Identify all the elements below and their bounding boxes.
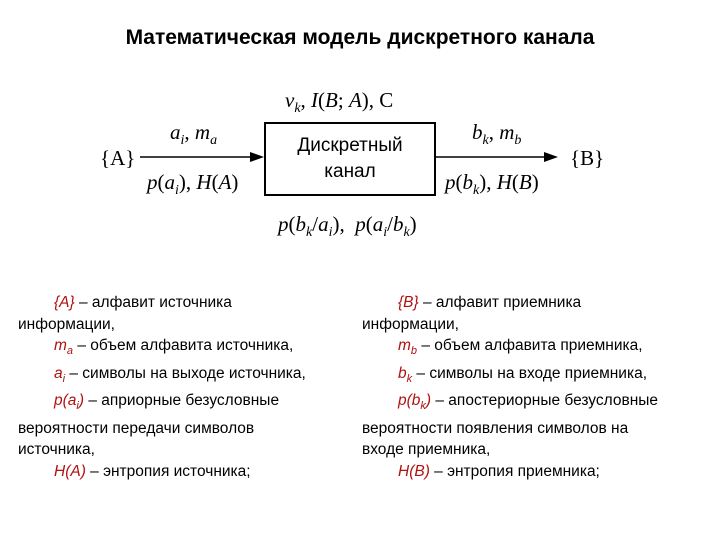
output-arrow [436,150,562,164]
source-line-2: информации, [18,315,115,333]
output-bottom-label: $p(b_k)$, H(B) [445,170,539,199]
box-label-line2: канал [324,161,376,182]
input-top-label: $a_i$, $m_a$ [170,120,218,149]
receiver-line-5: $p(b_k)$ – апостериорные безусловные [398,392,659,413]
receiver-line-3: $m_b$ – объем алфавита приемника, [398,337,643,358]
source-line-7: источника, [18,441,95,459]
page-title: Математическая модель дискретного канала [125,26,595,49]
output-top-label: $b_k$, $m_b$ [472,120,522,149]
source-line-5: $p(a_i)$ – априорные безусловные [54,392,280,413]
receiver-line-6: вероятности появления символов на [362,419,629,437]
source-line-1: {A} – алфавит источника [54,294,232,311]
source-line-6: вероятности передачи символов [18,419,255,437]
input-arrow [140,150,266,164]
receiver-alphabet-set: {B} [570,146,605,170]
transition-probabilities-label: $p(b_k/a_i)$, $p(a_i/b_k)$ [278,212,417,241]
receiver-description [362,292,658,482]
receiver-line-1: {B} – алфавит приемника [398,294,582,311]
source-line-3: $m_a$ – объем алфавита источника, [54,337,294,358]
box-label-line1: Дискретный [297,135,403,156]
discrete-channel-box [264,122,436,196]
receiver-line-7: входе приемника, [362,441,491,459]
source-line-8: H(A) – энтропия источника; [54,462,251,480]
receiver-line-2: информации, [362,315,459,333]
source-description [18,292,306,482]
source-alphabet-set: {A} [100,146,136,170]
channel-params-label: $v_k$, I(B; A), C [285,88,394,117]
receiver-line-8: H(B) – энтропия приемника; [398,462,600,480]
source-line-4: $a_i$ – символы на выходе источника, [54,364,306,385]
receiver-line-4: $b_k$ – символы на входе приемника, [398,364,648,385]
input-bottom-label: $p(a_i)$, H(A) [147,170,239,199]
